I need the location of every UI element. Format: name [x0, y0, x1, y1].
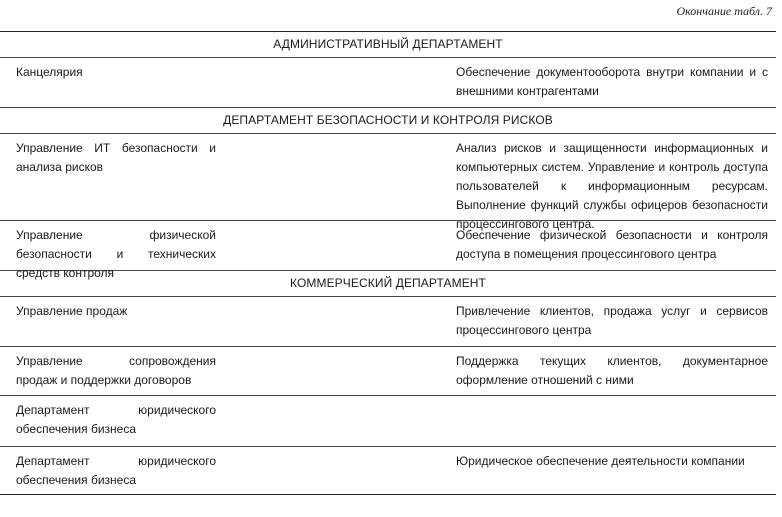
unit-cell: Департамент юридического обеспечения бизнеса: [16, 454, 216, 487]
unit-cell: Управление сопровождения продаж и поддержки договоров: [16, 354, 216, 387]
table-row: [0, 134, 776, 231]
function-cell: [456, 396, 768, 446]
unit-cell: Управление ИТ безопасности и анализа рисков: [16, 141, 216, 174]
org-structure-table: [0, 31, 776, 495]
function-cell: Юридическое обеспечение деятельности компании: [456, 454, 745, 468]
table-row: [0, 58, 776, 108]
table-caption: Окончание табл. 7: [676, 4, 772, 18]
section-header-security: ДЕПАРТАМЕНТ БЕЗОПАСНОСТИ И КОНТРОЛЯ РИСКОВ: [0, 108, 776, 134]
section-header-commercial: КОММЕРЧЕСКИЙ ДЕПАРТАМЕНТ: [0, 271, 776, 297]
table-row: [0, 347, 776, 396]
unit-cell: Департамент юридического обеспечения бизнеса: [16, 403, 216, 436]
function-cell: Обеспечение физической безопасности и контроля доступа в помещения процессингового центра: [456, 228, 768, 261]
unit-cell: Управление физической безопасности и технических средств контроля: [16, 228, 216, 280]
unit-cell: Управление продаж: [16, 304, 128, 318]
table-row: [0, 221, 776, 280]
table-row: [0, 297, 776, 347]
function-cell: Обеспечение документооборота внутри компании и с внешними контрагентами: [456, 65, 768, 98]
section-header-administrative: АДМИНИСТРАТИВНЫЙ ДЕПАРТАМЕНТ: [0, 32, 776, 58]
function-cell: Анализ рисков и защищенности информационных и компьютерных систем. Управление и контроль доступа пользователей к информационным ресурсам. Выполнение функций службы офицеров безопасности процессингового центра.: [456, 141, 768, 231]
table-row: [0, 447, 776, 495]
table-row: [0, 396, 776, 447]
function-cell: Поддержка текущих клиентов, документарное оформление отношений с ними: [456, 354, 768, 387]
function-cell: Привлечение клиентов, продажа услуг и сервисов процессингового центра: [456, 304, 768, 337]
unit-cell: Канцелярия: [16, 65, 83, 79]
